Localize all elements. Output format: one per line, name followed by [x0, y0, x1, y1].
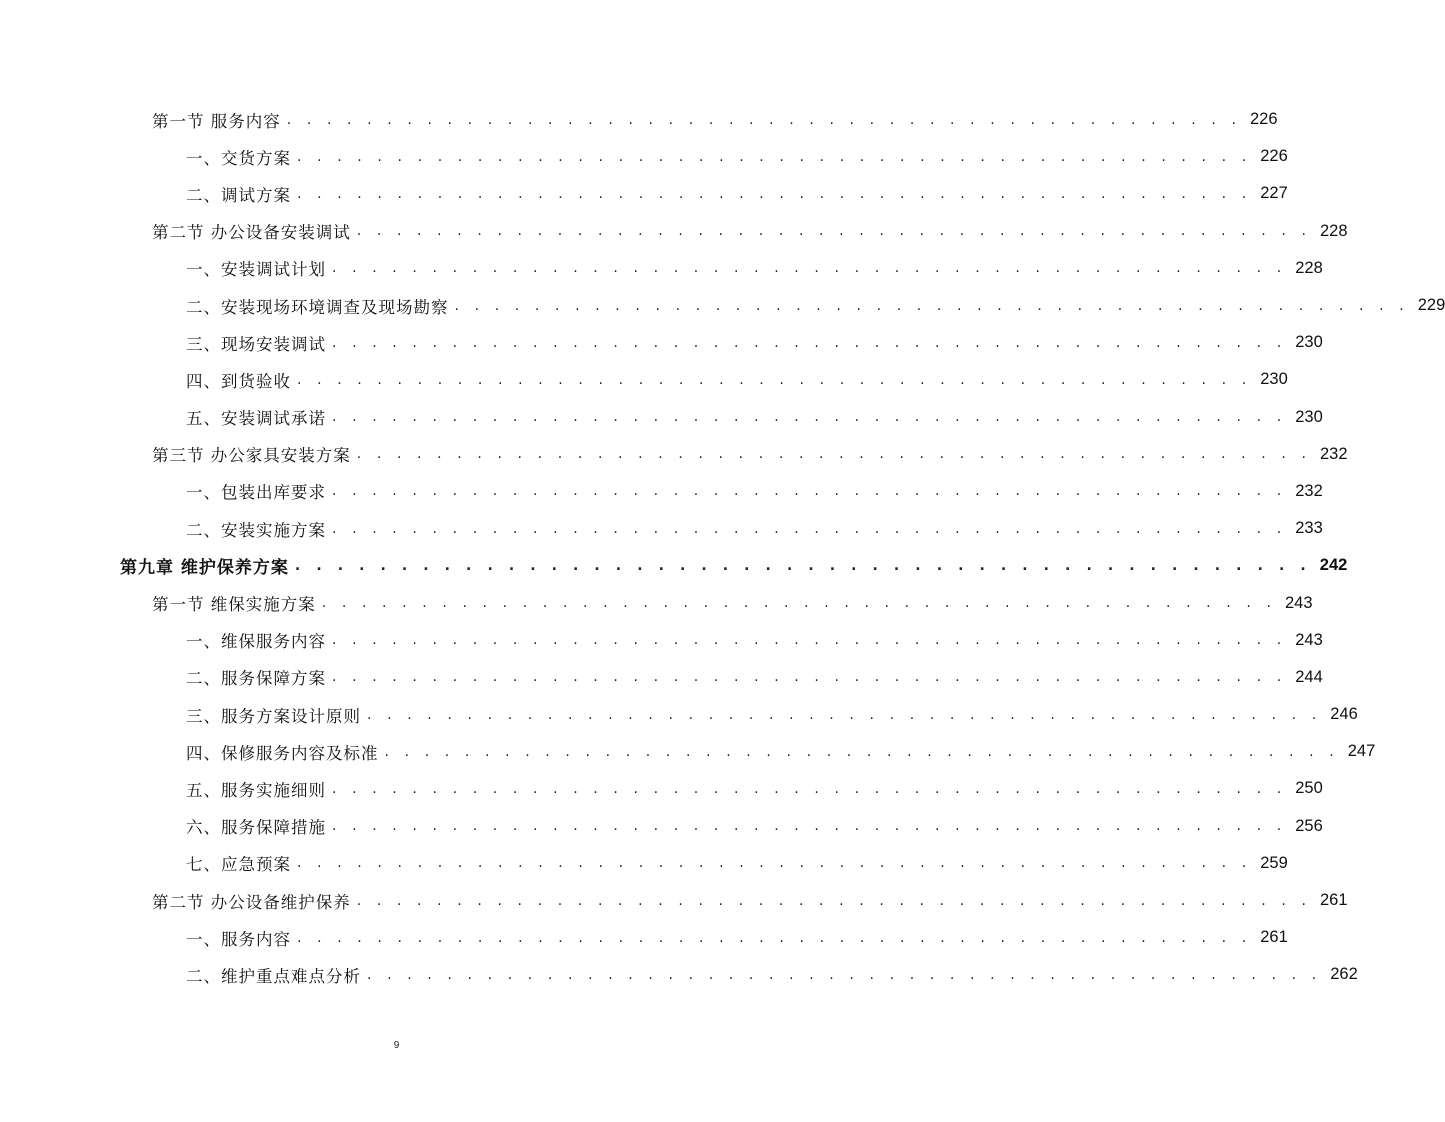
toc-entry-page: 232 [1295, 481, 1323, 500]
toc-entry [0, 882, 1348, 919]
toc-dot-leader: . . . . . . . . . . . . . . . . . . . . . . . . . . . . . . . . . . . . . . . . . . . . . . . . [297, 185, 1252, 202]
toc-dot-leader: . . . . . . . . . . . . . . . . . . . . . . . . . . . . . . . . . . . . . . . . . . . . . . . . [332, 818, 1287, 835]
toc-dot-leader: . . . . . . . . . . . . . . . . . . . . . . . . . . . . . . . . . . . . . . . . . . . . . . . . [332, 334, 1287, 351]
toc-dot-leader: . . . . . . . . . . . . . . . . . . . . . . . . . . . . . . . . . . . . . . . . . . . . . . . . [332, 520, 1287, 537]
toc-entry-page: 242 [1319, 556, 1348, 575]
toc-dot-leader: . . . . . . . . . . . . . . . . . . . . . . . . . . . . . . . . . . . . . . . . . . . . . . . . [356, 446, 1312, 463]
toc-dot-leader: . . . . . . . . . . . . . . . . . . . . . . . . . . . . . . . . . . . . . . . . . . . . . . . . [332, 780, 1287, 797]
toc-dot-leader: . . . . . . . . . . . . . . . . . . . . . . . . . . . . . . . . . . . . . . . . . . . . . . . . [294, 557, 1312, 574]
toc-entry-page: 256 [1295, 816, 1323, 835]
toc-entry-title: 五、安装调试承诺 [186, 409, 326, 429]
toc-entry-page: 232 [1320, 444, 1348, 463]
toc-dot-leader: . . . . . . . . . . . . . . . . . . . . . . . . . . . . . . . . . . . . . . . . . . . . . . . . [297, 929, 1252, 946]
toc-dot-leader: . . . . . . . . . . . . . . . . . . . . . . . . . . . . . . . . . . . . . . . . . . . . . . . . [332, 409, 1287, 426]
toc-dot-leader: . . . . . . . . . . . . . . . . . . . . . . . . . . . . . . . . . . . . . . . . . . . . . . . . [297, 148, 1252, 165]
toc-entry [0, 175, 1288, 212]
toc-entry-page: 233 [1295, 519, 1323, 538]
toc-entry-title: 一、安装调试计划 [186, 260, 326, 280]
toc-entry-title: 三、现场安装调试 [186, 334, 326, 354]
toc-dot-leader: . . . . . . . . . . . . . . . . . . . . . . . . . . . . . . . . . . . . . . . . . . . . . . . . [332, 632, 1287, 649]
toc-entry [0, 399, 1323, 436]
toc-dot-leader: . . . . . . . . . . . . . . . . . . . . . . . . . . . . . . . . . . . . . . . . . . . . . . . . [367, 706, 1322, 723]
toc-entry-title: 四、到货验收 [186, 371, 291, 391]
toc-entry [0, 733, 1376, 770]
toc-entry-title: 三、服务方案设计原则 [186, 706, 361, 726]
toc-entry [0, 138, 1288, 175]
toc-entry-page: 244 [1295, 667, 1323, 686]
toc-entry-page: 261 [1260, 928, 1288, 947]
toc-entry-title: 第九章 维护保养方案 [120, 558, 289, 579]
toc-entry-title: 一、包装出库要求 [186, 483, 326, 503]
toc-entry-page: 226 [1260, 147, 1288, 166]
toc-entry-title: 一、服务内容 [186, 929, 291, 949]
toc-entry-title: 一、交货方案 [186, 148, 291, 168]
toc-entry-title: 七、应急预案 [186, 855, 291, 875]
toc-dot-leader: . . . . . . . . . . . . . . . . . . . . . . . . . . . . . . . . . . . . . . . . . . . . . . . . [356, 892, 1312, 909]
toc-entry [0, 956, 1358, 993]
toc-entry-title: 二、服务保障方案 [186, 669, 326, 689]
page-number: 9 [393, 1040, 400, 1051]
toc-entry-title: 第一节 维保实施方案 [152, 595, 316, 615]
table-of-contents [0, 101, 1445, 994]
toc-entry-page: 243 [1295, 630, 1323, 649]
toc-dot-leader: . . . . . . . . . . . . . . . . . . . . . . . . . . . . . . . . . . . . . . . . . . . . . . . . [384, 743, 1340, 760]
toc-entry-title: 二、安装实施方案 [186, 520, 326, 540]
toc-entry [0, 436, 1348, 473]
toc-entry-page: 247 [1347, 742, 1376, 761]
toc-dot-leader: . . . . . . . . . . . . . . . . . . . . . . . . . . . . . . . . . . . . . . . . . . . . . . . . [332, 483, 1287, 500]
toc-entry [0, 845, 1288, 882]
toc-entry-title: 二、安装现场环境调查及现场勘察 [186, 297, 449, 317]
toc-entry-page: 228 [1320, 221, 1348, 240]
toc-dot-leader: . . . . . . . . . . . . . . . . . . . . . . . . . . . . . . . . . . . . . . . . . . . . . . . . [356, 223, 1312, 240]
toc-entry-page: 261 [1320, 891, 1348, 910]
toc-dot-leader: . . . . . . . . . . . . . . . . . . . . . . . . . . . . . . . . . . . . . . . . . . . . . . . . [297, 371, 1252, 388]
toc-entry [0, 361, 1288, 398]
toc-entry-page: 262 [1330, 965, 1358, 984]
toc-entry [0, 808, 1323, 845]
toc-entry-title: 二、调试方案 [186, 185, 291, 205]
toc-entry [0, 213, 1348, 250]
toc-entry-page: 230 [1260, 370, 1288, 389]
toc-entry [0, 622, 1323, 659]
toc-entry [0, 696, 1358, 733]
toc-entry-page: 228 [1295, 258, 1323, 277]
toc-entry [0, 101, 1278, 138]
toc-dot-leader: . . . . . . . . . . . . . . . . . . . . . . . . . . . . . . . . . . . . . . . . . . . . . . . . [332, 260, 1287, 277]
toc-entry [0, 919, 1288, 956]
toc-entry-title: 六、服务保障措施 [186, 818, 326, 838]
toc-entry-title: 四、保修服务内容及标准 [186, 743, 379, 763]
toc-entry-page: 230 [1295, 407, 1323, 426]
toc-entry-title: 第二节 办公设备维护保养 [152, 892, 351, 912]
toc-chapter-entry [0, 547, 1348, 584]
toc-dot-leader: . . . . . . . . . . . . . . . . . . . . . . . . . . . . . . . . . . . . . . . . . . . . . . . . [332, 669, 1287, 686]
toc-entry-title: 第一节 服务内容 [152, 111, 281, 131]
toc-dot-leader: . . . . . . . . . . . . . . . . . . . . . . . . . . . . . . . . . . . . . . . . . . . . . . . . [286, 111, 1242, 128]
toc-entry-title: 第三节 办公家具安装方案 [152, 446, 351, 466]
toc-entry [0, 510, 1323, 547]
toc-entry [0, 250, 1323, 287]
toc-dot-leader: . . . . . . . . . . . . . . . . . . . . . . . . . . . . . . . . . . . . . . . . . . . . . . . . [297, 855, 1252, 872]
toc-entry [0, 287, 1445, 324]
toc-entry-page: 243 [1285, 593, 1313, 612]
toc-entry [0, 770, 1323, 807]
toc-entry [0, 659, 1323, 696]
toc-entry [0, 584, 1313, 621]
toc-entry-title: 五、服务实施细则 [186, 780, 326, 800]
toc-entry-title: 二、维护重点难点分析 [186, 966, 361, 986]
toc-entry-page: 250 [1295, 779, 1323, 798]
toc-entry-page: 246 [1330, 705, 1358, 724]
toc-entry-title: 一、维保服务内容 [186, 632, 326, 652]
toc-entry-page: 259 [1260, 853, 1288, 872]
toc-entry [0, 324, 1323, 361]
toc-dot-leader: . . . . . . . . . . . . . . . . . . . . . . . . . . . . . . . . . . . . . . . . . . . . . . . . [454, 297, 1410, 314]
toc-entry-title: 第二节 办公设备安装调试 [152, 223, 351, 243]
toc-dot-leader: . . . . . . . . . . . . . . . . . . . . . . . . . . . . . . . . . . . . . . . . . . . . . . . . [367, 966, 1322, 983]
toc-entry-page: 226 [1250, 110, 1278, 129]
toc-dot-leader: . . . . . . . . . . . . . . . . . . . . . . . . . . . . . . . . . . . . . . . . . . . . . . . . [321, 595, 1277, 612]
toc-entry-page: 230 [1295, 333, 1323, 352]
toc-entry [0, 473, 1323, 510]
toc-entry-page: 229 [1417, 296, 1445, 315]
toc-entry-page: 227 [1260, 184, 1288, 203]
